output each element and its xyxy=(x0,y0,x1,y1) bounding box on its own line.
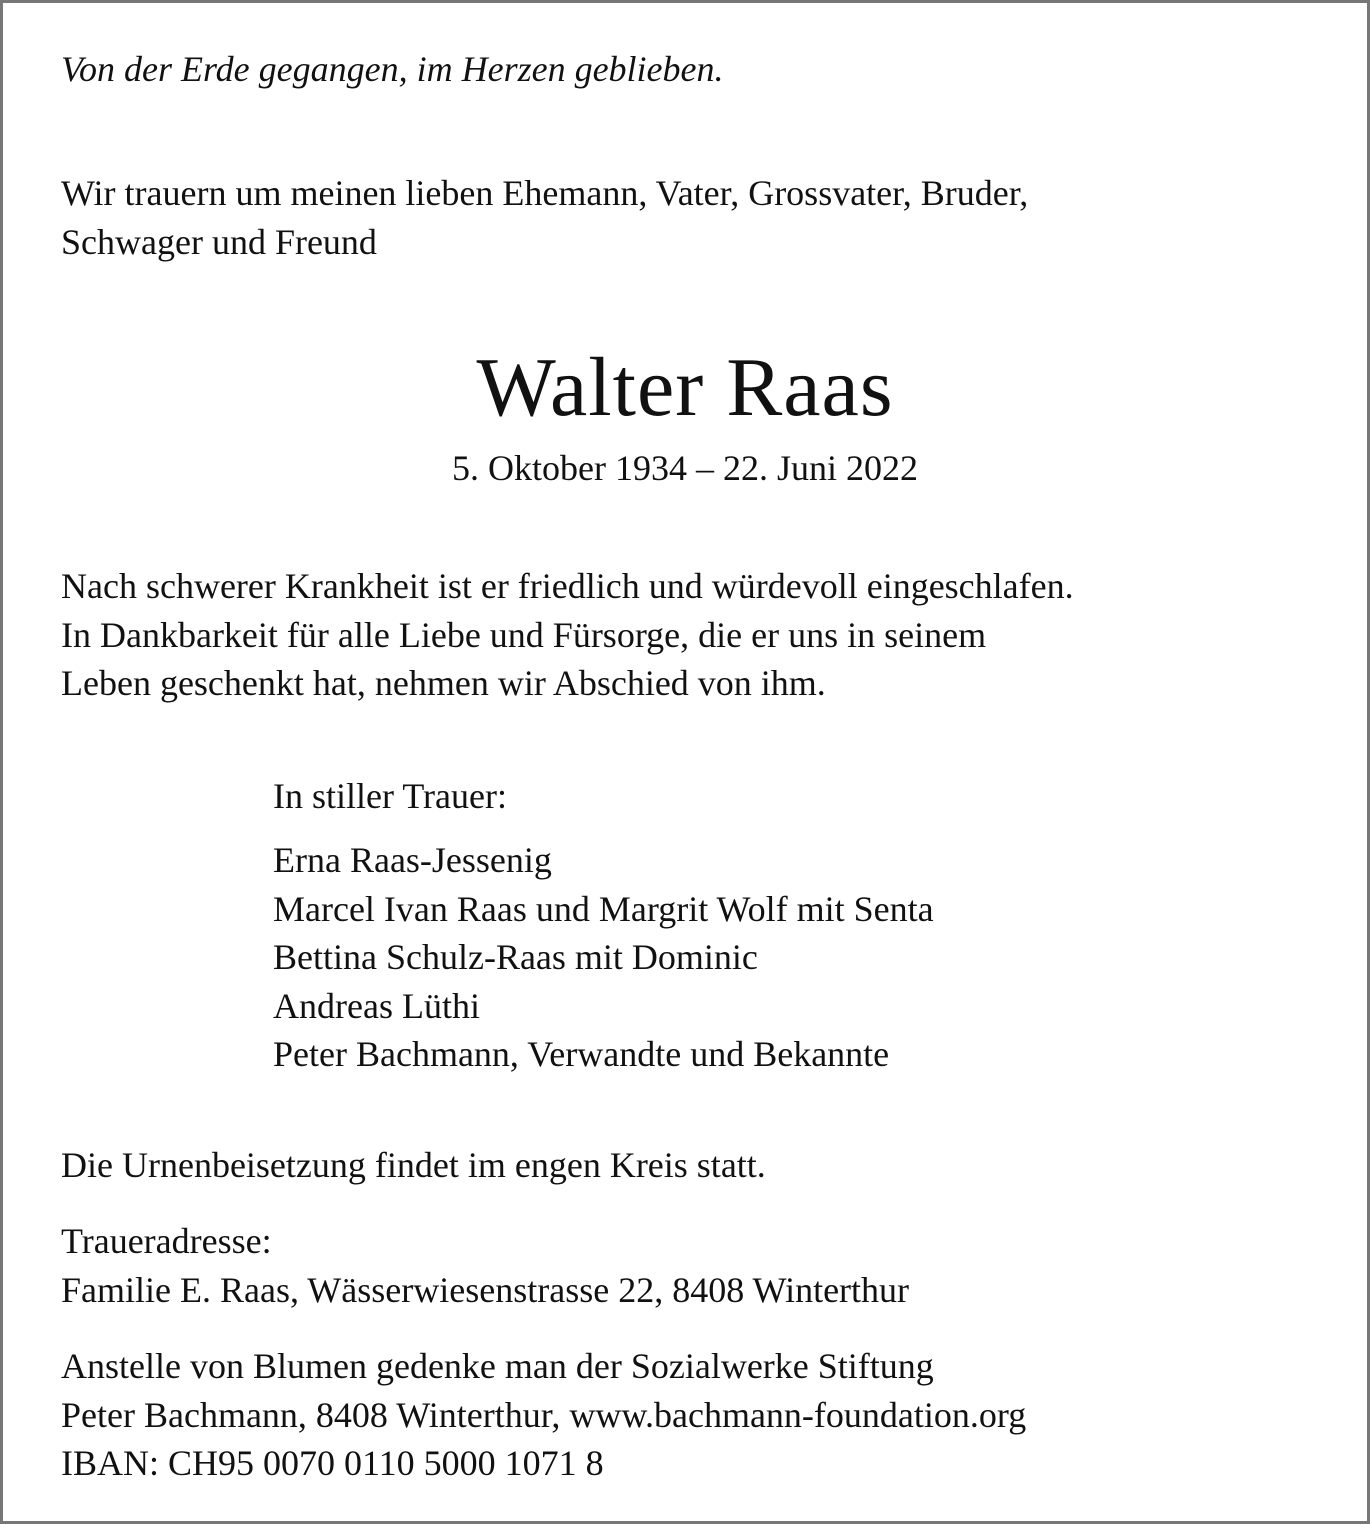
mourner: Marcel Ivan Raas und Margrit Wolf mit Senta xyxy=(273,888,934,929)
message xyxy=(61,562,1074,708)
mourning-address xyxy=(61,1217,909,1314)
intro-line: Wir trauern um meinen lieben Ehemann, Vater, Grossvater, Bruder, xyxy=(61,173,1029,213)
mourner: Peter Bachmann, Verwandte und Bekannte xyxy=(273,1034,890,1074)
motto xyxy=(61,45,724,94)
mourner: Andreas Lüthi xyxy=(273,985,480,1026)
mourners-label: In stiller Trauer: xyxy=(273,776,507,816)
donation-line: Anstelle von Blumen gedenke man der Sozialwerke Stiftung xyxy=(61,1346,934,1386)
donation-info xyxy=(61,1342,1026,1488)
mourner: Erna Raas-Jessenig xyxy=(273,840,552,880)
intro-line: Schwager und Freund xyxy=(61,221,377,262)
mourners-list xyxy=(273,836,934,1079)
intro xyxy=(61,169,1028,266)
address-line: Familie E. Raas, Wässerwiesenstrasse 22, 8408 Winterthur xyxy=(61,1269,910,1310)
donation-line: IBAN: CH95 0070 0110 5000 1071 8 xyxy=(61,1443,604,1483)
mourner: Bettina Schulz-Raas mit Dominic xyxy=(273,937,758,977)
message-line: In Dankbarkeit für alle Liebe und Fürsorge, die er uns in seinem xyxy=(61,614,987,655)
life-dates: 5. Oktober 1934 – 22. Juni 2022 xyxy=(452,448,918,488)
burial-note: Die Urnenbeisetzung findet im engen Kreis statt. xyxy=(61,1145,766,1185)
message-line: Nach schwerer Krankheit ist er friedlich und würdevoll eingeschlafen. xyxy=(61,566,1074,606)
message-line: Leben geschenkt hat, nehmen wir Abschied von ihm. xyxy=(61,663,826,703)
address-line: Traueradresse: xyxy=(61,1221,272,1261)
deceased-name: Walter Raas xyxy=(476,341,894,434)
motto-text: Von der Erde gegangen, im Herzen geblieben. xyxy=(61,49,724,89)
donation-line: Peter Bachmann, 8408 Winterthur, www.bachmann-foundation.org xyxy=(61,1394,1027,1435)
